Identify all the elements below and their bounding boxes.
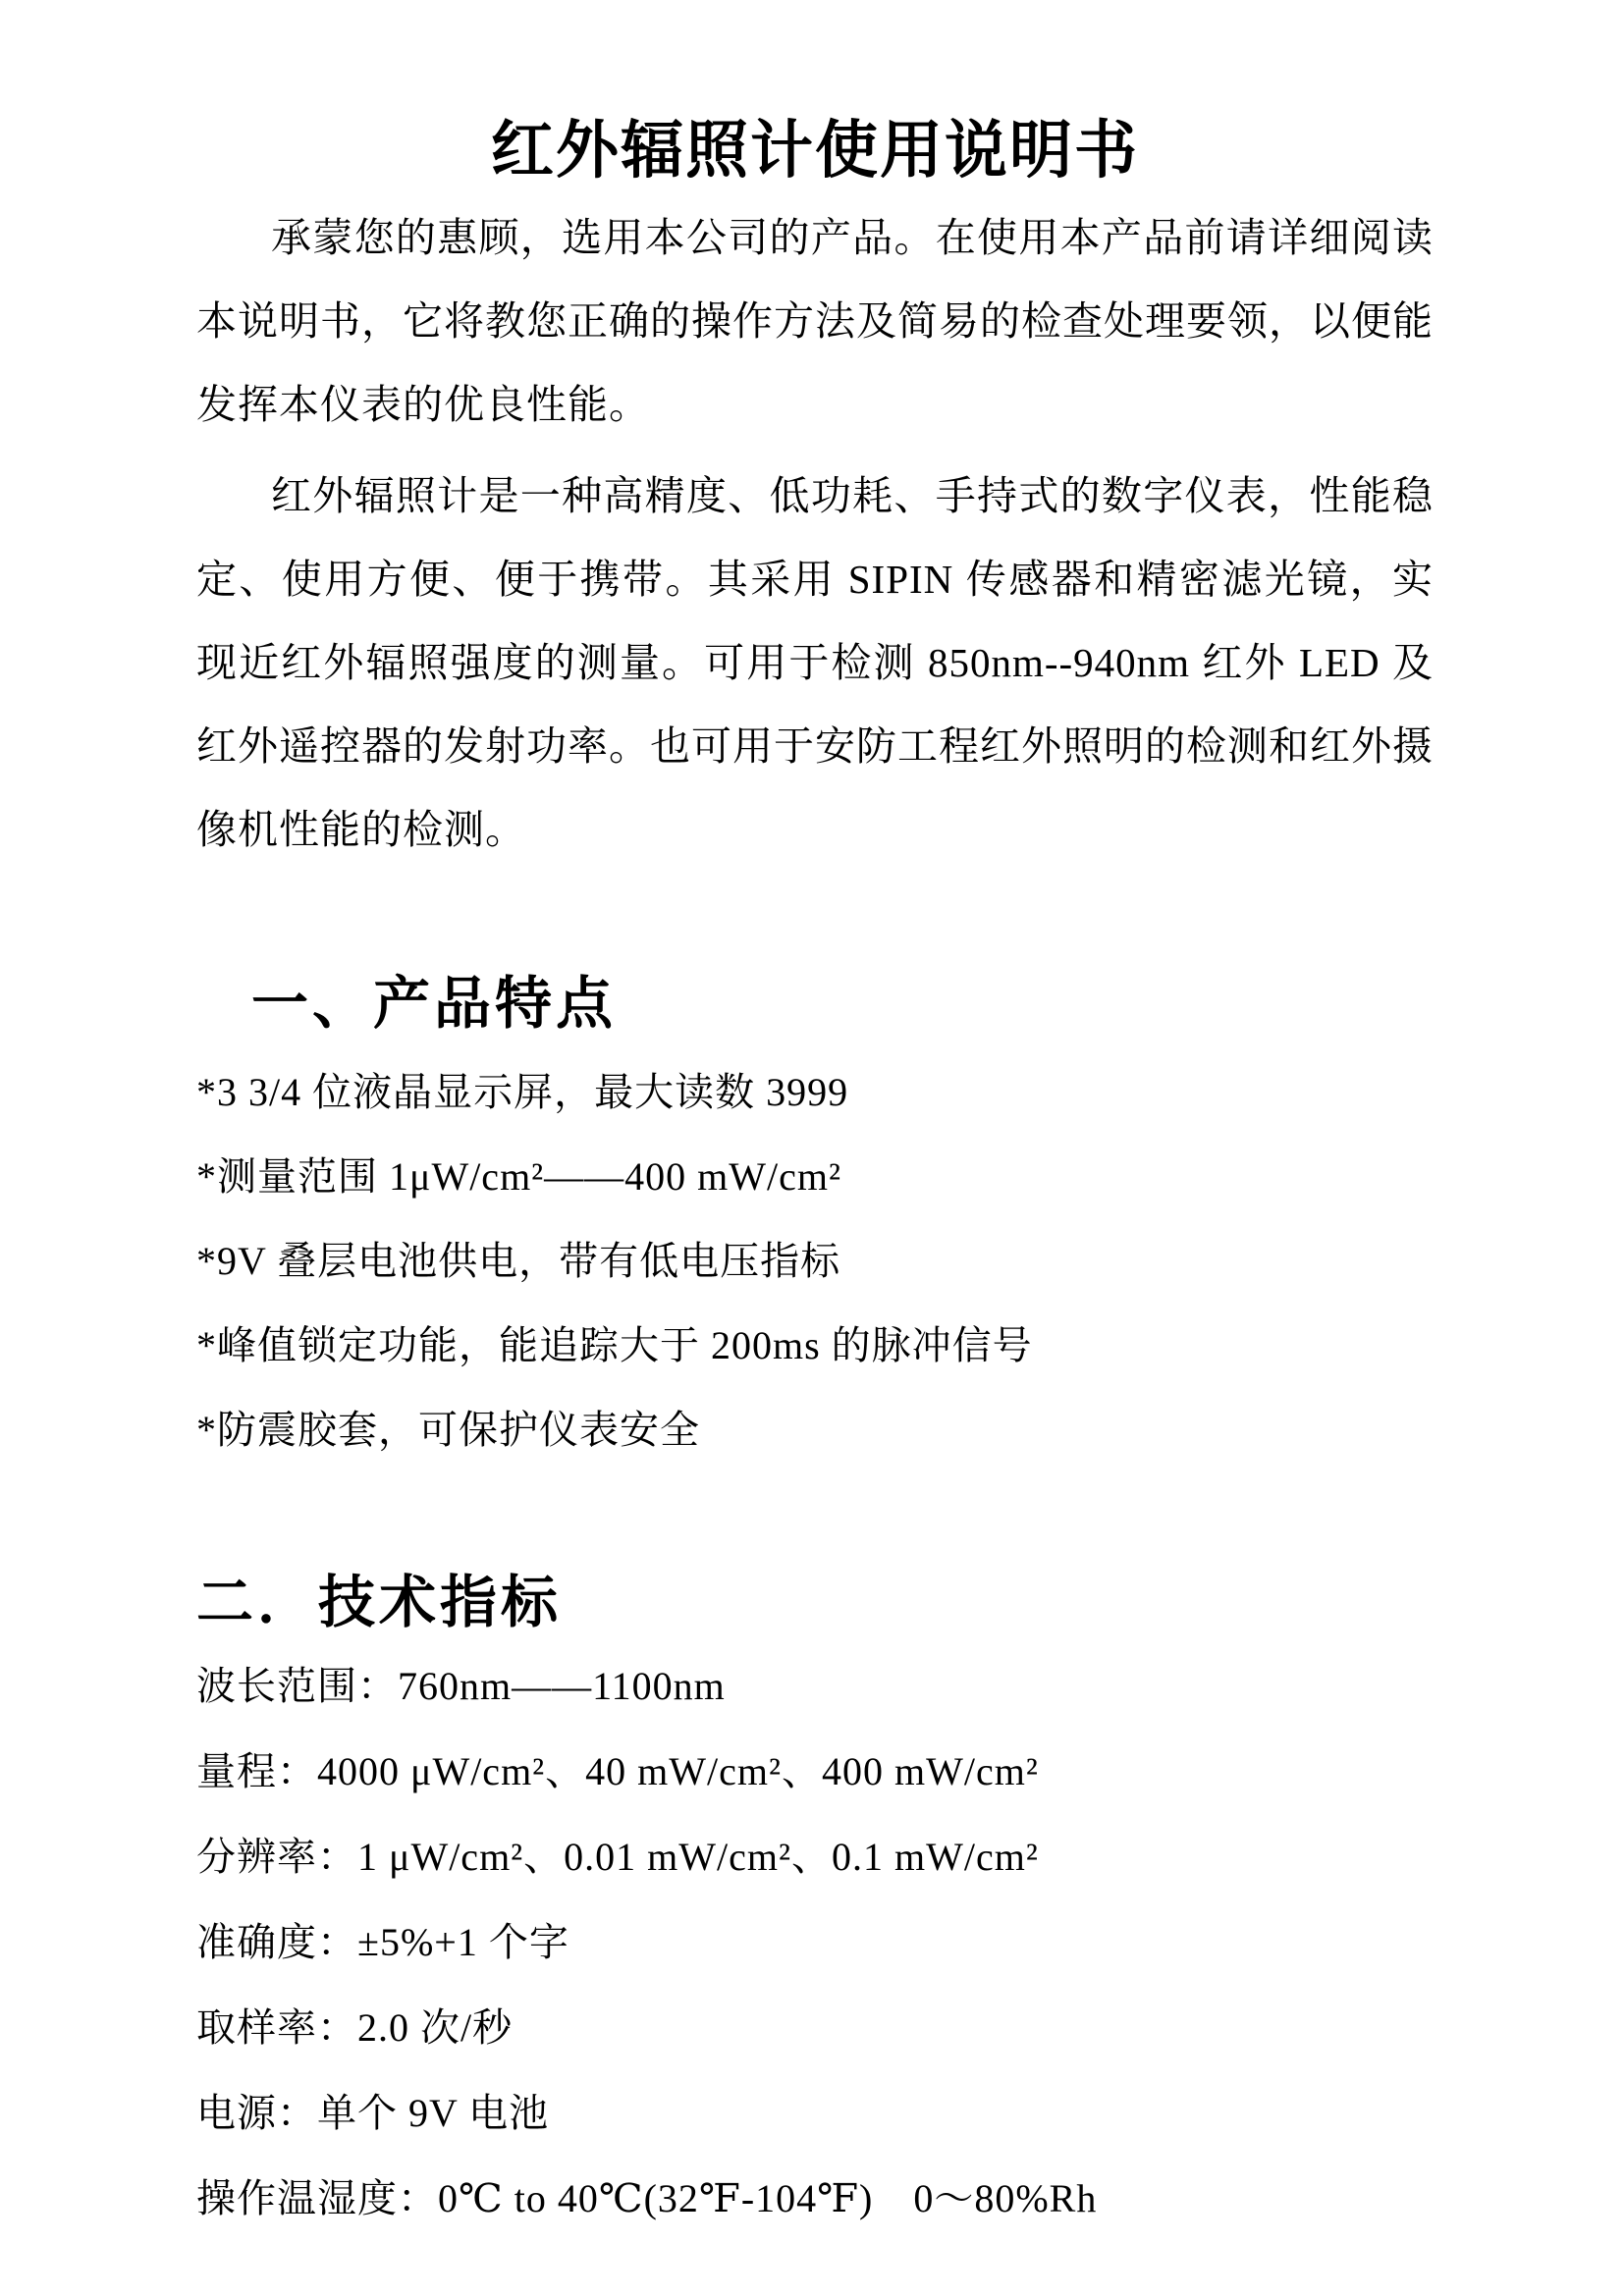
spec-item: 准确度：±5%+1 个字 [196, 1920, 569, 1964]
feature-item: *防震胶套，可保护仪表安全 [196, 1408, 700, 1452]
spec-item: 波长范围：760nm——1100nm [196, 1664, 726, 1708]
intro-paragraph: 承蒙您的惠顾，选用本公司的产品。在使用本产品前请详细阅读本说明书，它将教您正确的操作方法及简易的检查处理要领，以便能发挥本仪表的优良性能。 [196, 215, 1434, 427]
feature-item: *3 3/4 位液晶显示屏，最大读数 3999 [196, 1070, 849, 1114]
feature-item: *测量范围 1μW/cm²——400 mW/cm² [196, 1154, 842, 1199]
feature-item: *峰值锁定功能，能追踪大于 200ms 的脉冲信号 [196, 1323, 1033, 1367]
spec-item: 取样率：2.0 次/秒 [196, 2005, 514, 2050]
intro-paragraph: 红外辐照计是一种高精度、低功耗、手持式的数字仪表，性能稳定、使用方便、便于携带。其采用 SIPIN 传感器和精密滤光镜，实现近红外辐照强度的测量。可用于检测 850nm--940nm 红外 LED 及红外遥控器的发射功率。也可用于安防工程红外照明的检测和红外摄像机性能的检测。 [196, 473, 1434, 852]
section-heading-technical-specs: 二．技术指标 [196, 1571, 563, 1634]
spec-item: 操作温湿度：0℃ to 40℃(32℉-104℉) 0～80%Rh [196, 2176, 1098, 2220]
spec-item: 分辨率：1 μW/cm²、0.01 mW/cm²、0.1 mW/cm² [196, 1835, 1039, 1879]
spec-item: 量程：4000 μW/cm²、40 mW/cm²、400 mW/cm² [196, 1749, 1039, 1793]
feature-item: *9V 叠层电池供电，带有低电压指标 [196, 1239, 841, 1283]
section-heading-product-features: 一、产品特点 [251, 972, 618, 1036]
product-features-list [196, 1050, 1434, 1472]
spec-item: 电源：单个 9V 电池 [196, 2091, 550, 2135]
technical-specs-list [196, 1643, 1434, 2241]
page-title: 红外辐照计使用说明书 [491, 116, 1139, 186]
